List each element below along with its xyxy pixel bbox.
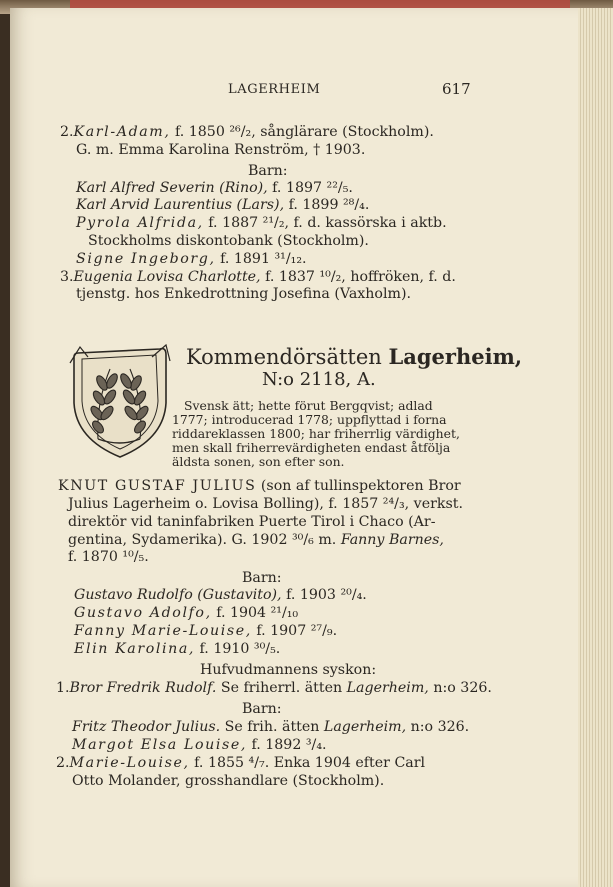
page-number: 617 xyxy=(442,80,471,98)
sibling-2: 2.Marie-Louise, f. 1855 ⁴/₇. Enka 1904 efter Carl xyxy=(56,755,426,771)
child-pyrola-cont: Stockholms diskontobank (Stockholm). xyxy=(88,233,369,249)
barn-heading-1: Barn: xyxy=(248,163,288,179)
head-line-5: f. 1870 ¹⁰/₅. xyxy=(68,549,149,565)
running-head: LAGERHEIM xyxy=(228,82,321,97)
child-rino: Karl Alfred Severin (Rino), f. 1897 ²²/₅. xyxy=(76,180,353,196)
child-elin: Elin Karolina, f. 1910 ³⁰/₅. xyxy=(74,641,281,657)
family-number: N:o 2118, A. xyxy=(262,369,376,390)
sibling-1-child-margot: Margot Elsa Louise, f. 1892 ³/₄. xyxy=(72,737,327,753)
child-gustavo-adolfo: Gustavo Adolfo, f. 1904 ²¹/₁₀ xyxy=(74,605,299,621)
barn-heading-3: Barn: xyxy=(242,701,282,717)
book-page xyxy=(10,8,578,887)
entry-2: 2.Karl-Adam, f. 1850 ²⁶/₂, sånglärare (Stockholm). xyxy=(60,124,434,140)
head-of-family: KNUT GUSTAF JULIUS (son af tullinspektoren Bror xyxy=(58,478,461,494)
family-desc-line: riddareklassen 1800; har friherrlig värdighet, xyxy=(172,426,460,441)
barn-heading-2: Barn: xyxy=(242,570,282,586)
child-signe: Signe Ingeborg, f. 1891 ³¹/₁₂. xyxy=(76,251,307,267)
sibling-1: 1.Bror Fredrik Rudolf. Se friherrl. ätten Lagerheim, n:o 326. xyxy=(56,680,492,696)
entry-2-spouse: G. m. Emma Karolina Renström, † 1903. xyxy=(76,142,366,158)
child-fanny: Fanny Marie-Louise, f. 1907 ²⁷/₉. xyxy=(74,623,338,639)
coat-of-arms-icon xyxy=(68,343,172,461)
entry-3-cont: tjenstg. hos Enkedrottning Josefina (Vaxholm). xyxy=(76,286,412,302)
family-desc-line: äldsta sonen, son efter son. xyxy=(172,454,345,469)
head-line-2: Julius Lagerheim o. Lovisa Bolling), f. 1857 ²⁴/₃, verkst. xyxy=(68,496,463,512)
family-desc-line: 1777; introducerad 1778; uppflyttad i forna xyxy=(172,412,447,427)
head-line-4: gentina, Sydamerika). G. 1902 ³⁰/₆ m. Fanny Barnes, xyxy=(68,532,444,548)
family-desc-line: men skall friherrevärdigheten endast åtfölja xyxy=(172,440,451,455)
family-desc-line: Svensk ätt; hette förut Bergqvist; adlad xyxy=(184,398,433,413)
family-title: Kommendörsätten Lagerheim, xyxy=(186,344,523,369)
entry-3: 3.Eugenia Lovisa Charlotte, f. 1837 ¹⁰/₂, hoffröken, f. d. xyxy=(60,269,456,285)
child-lars: Karl Arvid Laurentius (Lars), f. 1899 ²⁸/₄. xyxy=(76,197,370,213)
child-pyrola: Pyrola Alfrida, f. 1887 ²¹/₂, f. d. kassörska i aktb. xyxy=(76,215,447,231)
sibling-2-cont: Otto Molander, grosshandlare (Stockholm). xyxy=(72,773,385,789)
child-gustavito: Gustavo Rudolfo (Gustavito), f. 1903 ²⁰/₄. xyxy=(74,587,367,603)
siblings-heading: Hufvudmannens syskon: xyxy=(200,662,377,678)
sibling-1-child-fritz: Fritz Theodor Julius. Se frih. ätten Lagerheim, n:o 326. xyxy=(72,719,470,735)
head-line-3: direktör vid taninfabriken Puerte Tirol i Chaco (Ar- xyxy=(68,514,436,530)
page-stack-edge xyxy=(578,8,613,887)
